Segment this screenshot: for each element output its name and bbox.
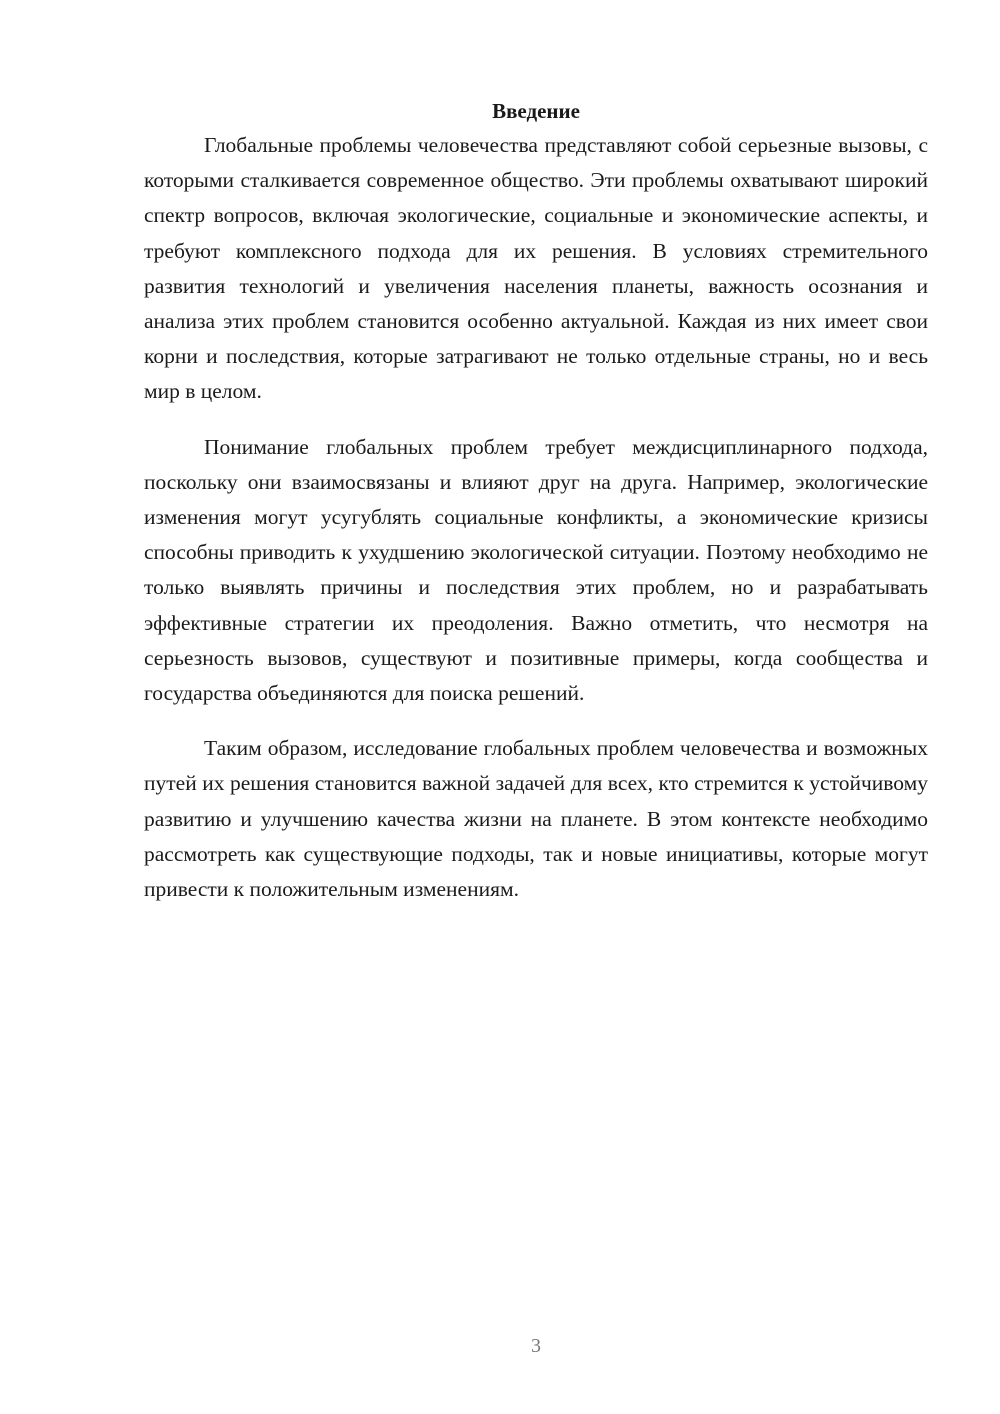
paragraph-1: Глобальные проблемы человечества представляют собой серьезные вызовы, с которыми сталкивается современное общество. Эти проблемы охватывают широкий спектр вопросов, включая экологические, социальные и экономические аспекты, и требуют комплексного подхода для их решения. В условиях стремительного развития технологий и увеличения населения планеты, важность осознания и анализа этих проблем становится особенно актуальной. Каждая из них имеет свои корни и последствия, которые затрагивают не только отдельные страны, но и весь мир в целом. (144, 133, 928, 404)
section-heading: Введение (492, 99, 580, 123)
page-content (144, 96, 928, 927)
paragraph-2: Понимание глобальных проблем требует междисциплинарного подхода, поскольку они взаимосвязаны и влияют друг на друга. Например, экологические изменения могут усугублять социальные конфликты, а экономические кризисы способны приводить к ухудшению экологической ситуации. Поэтому необходимо не только выявлять причины и последствия этих проблем, но и разрабатывать эффективные стратегии их преодоления. Важно отметить, что несмотря на серьезность вызовов, существуют и позитивные примеры, когда сообщества и государства объединяются для поиска решений. (144, 434, 928, 706)
page-number: 3 (531, 1335, 541, 1357)
paragraph-3: Таким образом, исследование глобальных проблем человечества и возможных путей их решения становится важной задачей для всех, кто стремится к устойчивому развитию и улучшению качества жизни на планете. В этом контексте необходимо рассмотреть как существующие подходы, так и новые инициативы, которые могут привести к положительным изменениям. (144, 736, 928, 902)
